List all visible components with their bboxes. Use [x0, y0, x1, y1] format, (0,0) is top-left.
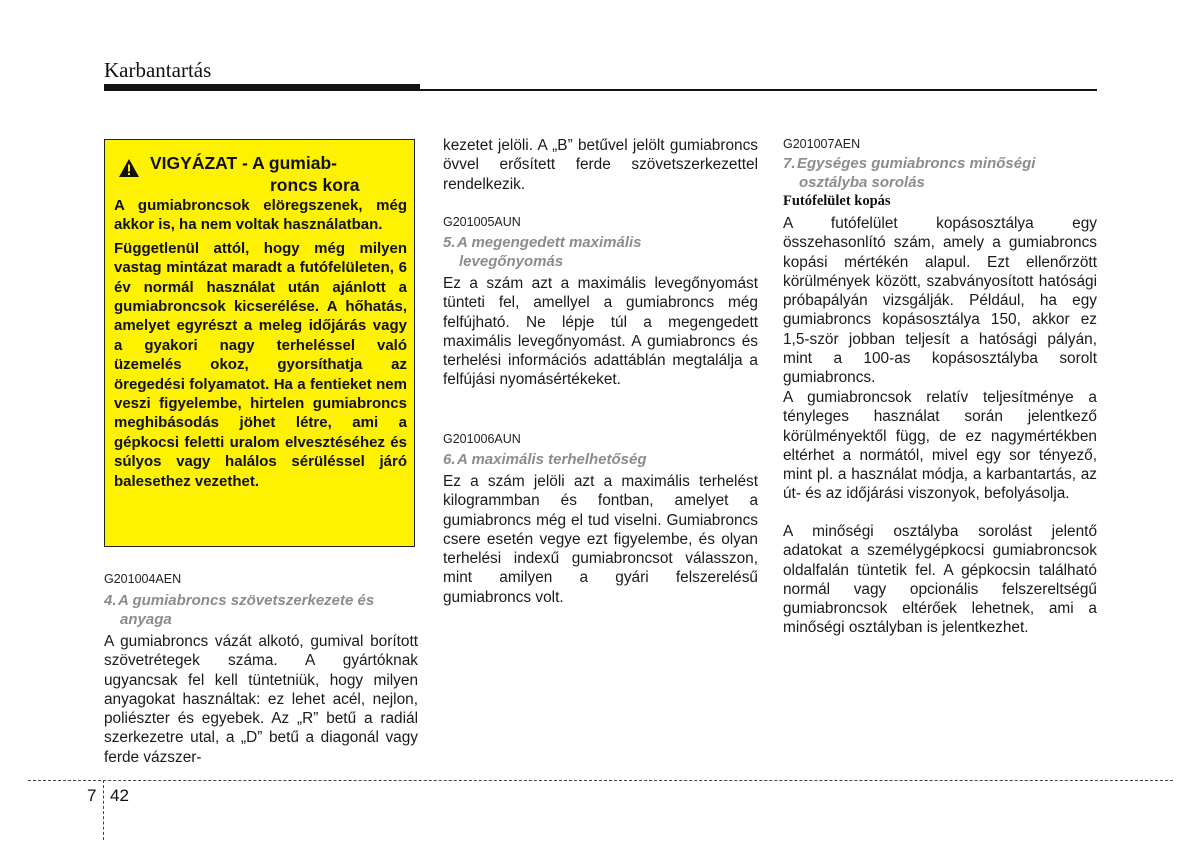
warning-triangle-icon — [118, 158, 140, 178]
warning-title-line1: VIGYÁZAT - A gumiab- — [150, 153, 337, 173]
section-4-title-line1: A gumiabroncs szövetszerkezete és — [118, 592, 375, 609]
section-4-code: G201004AEN — [104, 572, 182, 586]
section-7-code: G201007AEN — [783, 137, 861, 151]
section-7-paragraph-2: A gumiabroncsok relatív teljesítménye a tényleges használat során jelentkező körülményektől függ, de ez nagymértékben eltérhet a normától, mivel egy sor tényező, mint pl. a használat módja, a karbantartás, az út- és az időjárási viszonyok, befolyásolja. — [783, 389, 1097, 503]
section-6-title-line1: A maximális terhelhetőség — [457, 451, 647, 468]
section-7-title-line2: osztályba sorolás — [799, 174, 925, 191]
header-rule-thick — [104, 84, 420, 91]
section-4-text: A gumiabroncs vázát alkotó, gumival borított szövetrétegek száma. A gyártóknak ugyancsak fel kell tüntetniük, hogy milyen anyagokat használtak: ez lehet acél, nejlon, poliészter és egyebek. Az „R” betű a radiál szerkezetre utal, a „D” betű a diagonál vagy ferde vázszer- — [104, 633, 418, 766]
page-header-title: Karbantartás — [104, 58, 212, 82]
section-6-code: G201006AUN — [443, 432, 521, 446]
section-6-number: 6. — [443, 451, 456, 468]
section-5-text: Ez a szám azt a maximális levegőnyomást tünteti fel, amellyel a gumiabroncs még felfújható. Ne lépje túl a megengedett maximális levegőnyomást. A gumiabroncs és terhelési információs adattáblán megtalálja a felfújási nyomásértékeket. — [443, 275, 758, 389]
footer-dashed-rule — [28, 780, 1173, 781]
section-7-title-line1: Egységes gumiabroncs minőségi — [797, 155, 1036, 172]
warning-paragraph-2: Függetlenül attól, hogy még milyen vastag mintázat maradt a futófelületen, 6 év normál használat után ajánlott a gumiabroncsok kicserélése. A hőhatás, amelyet egyrészt a meleg időjárás vagy a gyakori nagy terheléssel való üzemelés okoz, gyorsíthatja az öregedési folyamatot. Ha a fentieket nem veszi figyelembe, hirtelen gumiabroncs meghibásodás jöhet létre, ami a gépkocsi feletti uralom elvesztéséhez és súlyos vagy halálos sérüléssel járó balesethez vezethet. — [114, 239, 407, 490]
section-5-code: G201005AUN — [443, 215, 521, 229]
warning-title-line2: roncs kora — [270, 175, 360, 195]
section-4-title-line2: anyaga — [120, 611, 172, 628]
chapter-number: 7 — [87, 786, 97, 805]
section-4-number: 4. — [104, 592, 117, 609]
section-7-title — [783, 154, 1101, 192]
section-4-title — [104, 591, 422, 629]
warning-paragraph-1: A gumiabroncsok elöregszenek, még akkor is, ha nem voltak használatban. — [114, 197, 407, 234]
section-5-title-line2: levegőnyomás — [459, 253, 564, 270]
section-5-number: 5. — [443, 234, 456, 251]
warning-header — [114, 148, 407, 196]
footer-dashed-divider — [103, 780, 104, 840]
section-6-title — [443, 450, 761, 469]
page-number: 42 — [110, 786, 129, 805]
section-4-text-continued: kezetet jelöli. A „B” betűvel jelölt gumiabroncs övvel erősített ferde szövetszerkezettel rendelkezik. — [443, 137, 758, 193]
section-5-title-line1: A megengedett maximális — [457, 234, 642, 251]
section-7-subheading: Futófelület kopás — [783, 193, 891, 209]
warning-box — [104, 139, 415, 547]
section-7-paragraph-1: A futófelület kopásosztálya egy összehasonlító szám, amely a gumiabroncs kopási mértékén alapul. Ezt ellenőrzött körülmények között, szabványosított hatósági próbapályán vizsgálják. Például, ha egy gumiabroncs kopásosztálya 150, akkor ez 1,5-ször jobban teljesít a hatósági pályán, mint a 100-as kopásosztályba sorolt gumiabroncs. — [783, 215, 1097, 387]
warning-title — [150, 152, 390, 196]
section-7-number: 7. — [783, 155, 796, 172]
header-rule-thin — [420, 89, 1097, 91]
section-6-text: Ez a szám jelöli azt a maximális terhelést kilogrammban és fontban, amelyet a gumiabroncs még el tud viselni. Gumiabroncs csere esetén vegye ezt figyelembe, és olyan terhelési indexű gumiabroncsot válasszon, mint amilyen a gyári felszerelésű gumiabroncs volt. — [443, 473, 758, 606]
section-7-paragraph-3: A minőségi osztályba sorolást jelentő adatokat a személygépkocsi gumiabroncsok oldalfalán tüntetik fel. A gépkocsin található normál vagy opcionális felszereltségű gumiabroncsok eltérőek lehetnek, ami a minőségi osztályban is jelentkezhet. — [783, 523, 1097, 637]
section-5-title — [443, 233, 761, 271]
